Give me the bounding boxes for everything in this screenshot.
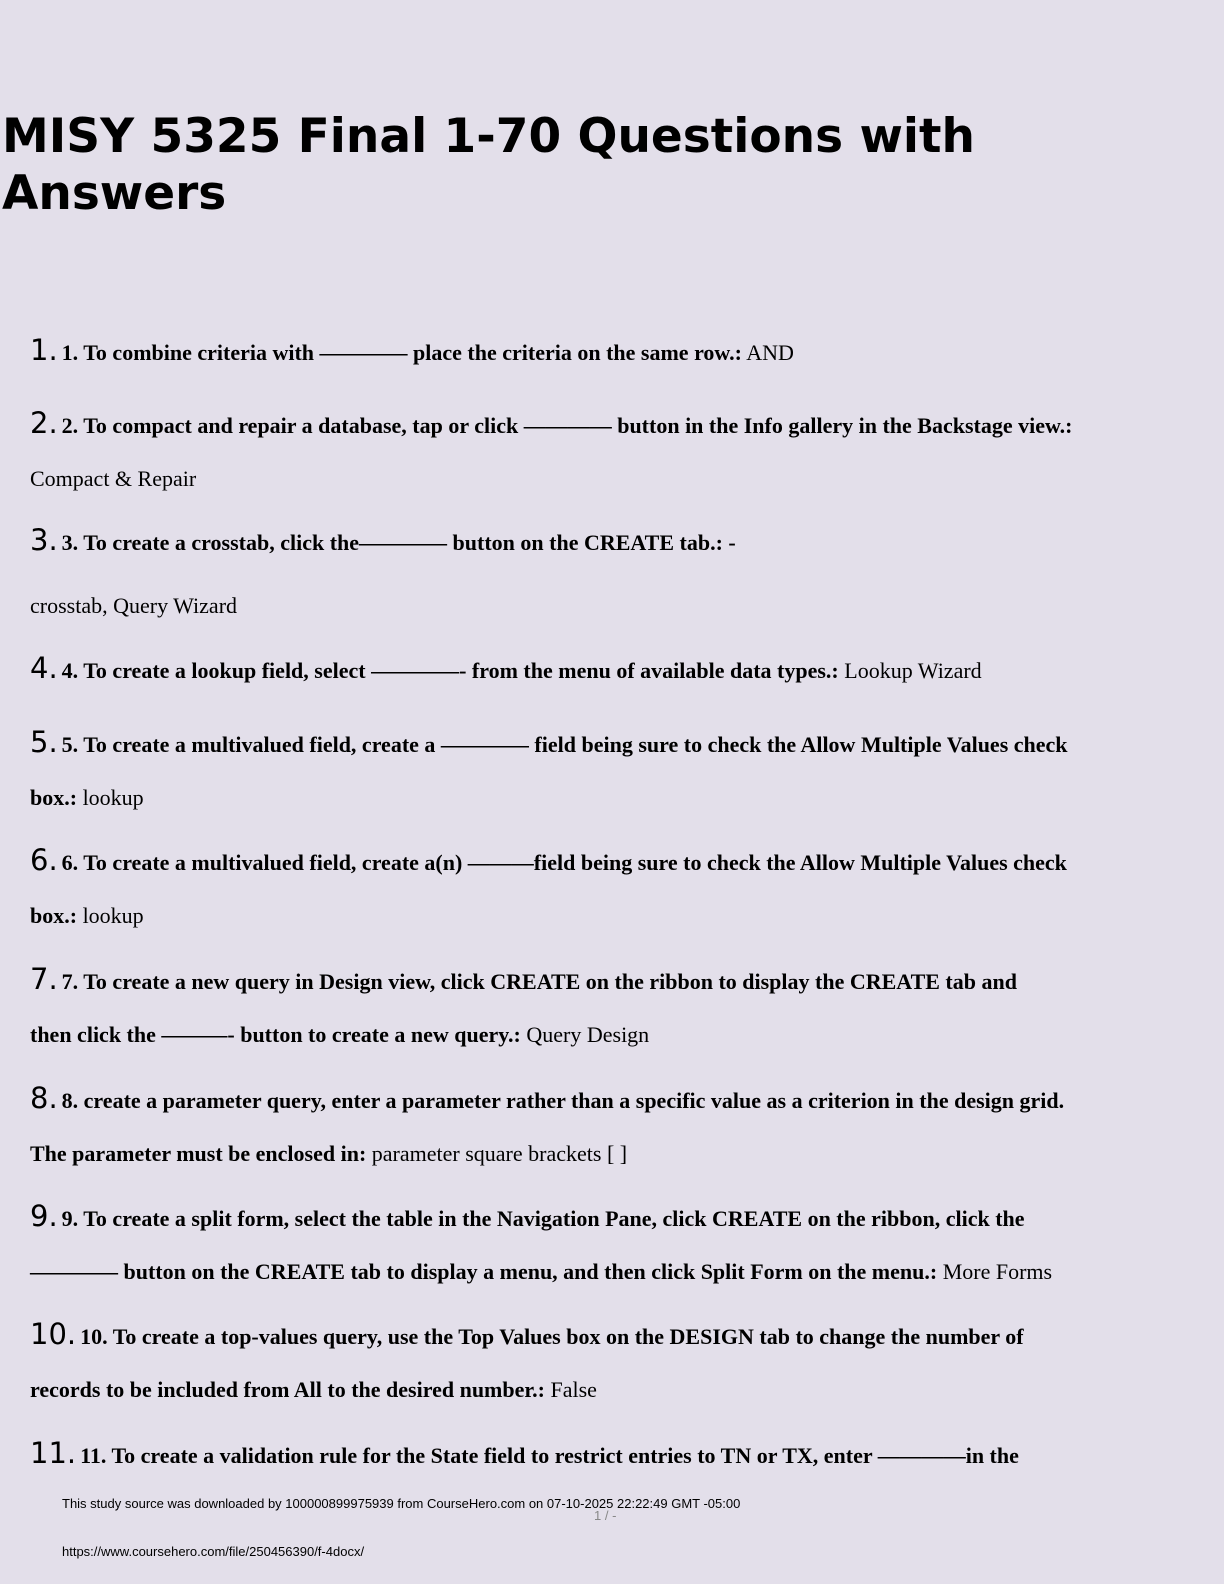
- question-text: then click the ———- button to create a new query.:: [30, 1022, 521, 1047]
- question-text: 9. To create a split form, select the table in the Navigation Pane, click CREATE on the ribbon, click the: [61, 1206, 1025, 1231]
- answer-text: Query Design: [520, 1022, 650, 1047]
- question-text: 10. To create a top-values query, use the Top Values box on the DESIGN tab to change the number of: [80, 1324, 1024, 1349]
- page-number: 1 / -: [594, 1508, 617, 1523]
- question-8: [30, 1070, 1205, 1182]
- question-5: [30, 714, 1205, 826]
- question-number: 1.: [30, 333, 58, 367]
- question-text: box.:: [30, 903, 78, 928]
- question-9: [30, 1188, 1205, 1300]
- question-text: 4. To create a lookup field, select ————- from the menu of available data types.:: [61, 658, 839, 683]
- question-number: 11.: [30, 1436, 77, 1470]
- question-line: [30, 714, 1205, 770]
- question-number: 2.: [30, 406, 58, 440]
- question-line: [30, 322, 1205, 378]
- question-10: [30, 1306, 1205, 1418]
- answer-text: lookup: [77, 903, 144, 928]
- answer-text: False: [544, 1377, 597, 1402]
- answer-text: Lookup Wizard: [838, 658, 982, 683]
- question-line: [30, 1306, 1205, 1362]
- question-number: 5.: [30, 725, 58, 759]
- answer-text: parameter square brackets [ ]: [366, 1141, 628, 1166]
- footer-url[interactable]: https://www.coursehero.com/file/250456390/f-4docx/: [62, 1544, 365, 1559]
- question-line: [30, 1244, 1205, 1300]
- question-text: 3. To create a crosstab, click the———— button on the CREATE tab.: -: [61, 530, 736, 555]
- question-text: 2. To compact and repair a database, tap or click ———— button in the Info gallery in the Backstage view.:: [61, 413, 1073, 438]
- question-text: records to be included from All to the desired number.:: [30, 1377, 545, 1402]
- question-text: The parameter must be enclosed in:: [30, 1141, 367, 1166]
- question-number: 7.: [30, 962, 58, 996]
- question-number: 3.: [30, 523, 58, 557]
- footer-source-note: This study source was downloaded by 100000899975939 from CourseHero.com on 07-10-2025 22:22:49 GMT -05:00: [62, 1496, 741, 1511]
- answer-text: lookup: [77, 785, 144, 810]
- question-line: [30, 832, 1205, 888]
- question-line: [30, 1425, 1205, 1481]
- question-line: [30, 395, 1205, 451]
- answer-text: crosstab, Query Wizard: [30, 593, 238, 618]
- question-7: [30, 951, 1205, 1063]
- question-line: [30, 578, 1205, 634]
- question-text: 11. To create a validation rule for the State field to restrict entries to TN or TX, enter ————in the: [80, 1443, 1019, 1468]
- question-text: 7. To create a new query in Design view, click CREATE on the ribbon to display the CREATE tab and: [61, 969, 1017, 994]
- question-3: [30, 512, 1205, 634]
- question-6: [30, 832, 1205, 944]
- question-line: [30, 640, 1205, 696]
- question-number: 6.: [30, 843, 58, 877]
- question-text: 5. To create a multivalued field, create a ———— field being sure to check the Allow Multiple Values check: [61, 732, 1068, 757]
- question-line: [30, 1126, 1205, 1182]
- question-text: 6. To create a multivalued field, create a(n) ———field being sure to check the Allow Multiple Values check: [61, 850, 1067, 875]
- question-number: 4.: [30, 651, 58, 685]
- answer-text: AND: [741, 340, 794, 365]
- question-1: [30, 322, 1205, 378]
- question-text: 1. To combine criteria with ———— place the criteria on the same row.:: [61, 340, 742, 365]
- document-title: MISY 5325 Final 1-70 Questions with Answers: [2, 109, 975, 221]
- question-line: [30, 512, 1205, 568]
- question-2: [30, 395, 1205, 507]
- question-line: [30, 1070, 1205, 1126]
- question-number: 10.: [30, 1317, 77, 1351]
- question-text: ———— button on the CREATE tab to display a menu, and then click Split Form on the menu.:: [30, 1259, 938, 1284]
- question-line: [30, 888, 1205, 944]
- question-line: [30, 1362, 1205, 1418]
- question-text: box.:: [30, 785, 78, 810]
- question-4: [30, 640, 1205, 696]
- answer-text: Compact & Repair: [30, 466, 197, 491]
- question-line: [30, 1188, 1205, 1244]
- question-number: 9.: [30, 1199, 58, 1233]
- question-line: [30, 451, 1205, 507]
- question-line: [30, 770, 1205, 826]
- question-line: [30, 1007, 1205, 1063]
- question-11: [30, 1425, 1205, 1481]
- question-text: 8. create a parameter query, enter a parameter rather than a specific value as a criterion in the design grid.: [61, 1088, 1065, 1113]
- answer-text: More Forms: [937, 1259, 1053, 1284]
- question-line: [30, 951, 1205, 1007]
- question-number: 8.: [30, 1081, 58, 1115]
